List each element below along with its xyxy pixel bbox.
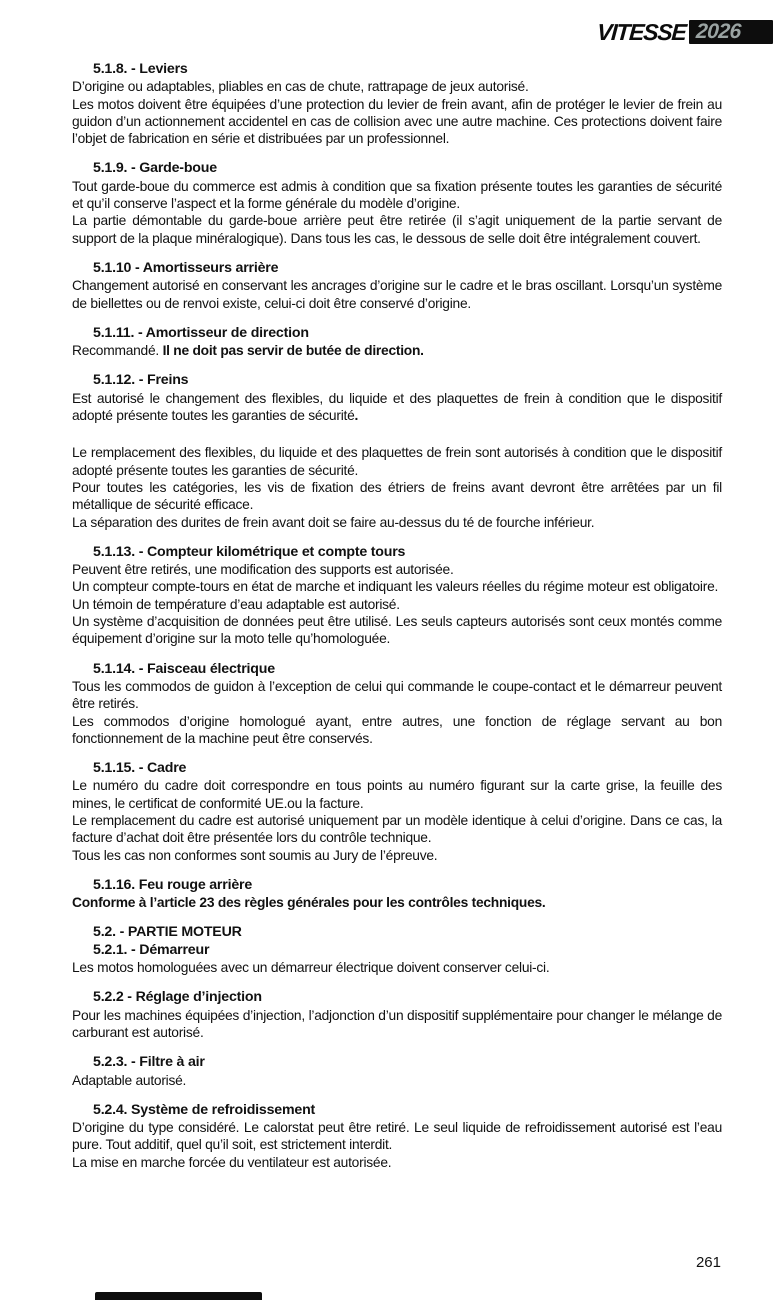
paragraph — [72, 212, 722, 247]
paragraph — [72, 1072, 722, 1089]
paragraph — [72, 277, 722, 312]
section — [72, 661, 722, 747]
section-heading: 5.2.2 - Réglage d’injection — [93, 989, 262, 1006]
section-heading: 5.2.4. Système de refroidissement — [93, 1101, 316, 1118]
paragraph — [72, 596, 722, 613]
text-segment: Tous les commodos de guidon à l’exception de celui qui commande le coupe-contact et le démarreur peuvent être retirés. — [72, 678, 722, 712]
text-segment: Les motos doivent être équipées d’une protection du levier de frein avant, afin de protéger le levier de frein au guidon d’un actionnement accidentel en cas de collision avec une autre machine. Ces protections doivent faire l’objet de fabrication en série et distribuées par un professionnel. — [72, 96, 722, 147]
section-heading: 5.1.9. - Garde-boue — [93, 160, 217, 177]
section — [72, 989, 722, 1041]
year-badge — [689, 20, 773, 44]
paragraph — [72, 479, 722, 514]
paragraph — [72, 847, 722, 864]
page-header — [597, 19, 773, 45]
section — [72, 544, 722, 648]
section-heading: 5.2.1. - Démarreur — [93, 941, 210, 958]
paragraph — [72, 959, 722, 976]
text-segment: Un compteur compte-tours en état de marche et indiquant les valeurs réelles du régime moteur est obligatoire. — [72, 579, 719, 595]
text-segment: Tous les cas non conformes sont soumis au Jury de l’épreuve. — [72, 847, 438, 863]
text-segment: Le remplacement du cadre est autorisé uniquement par un modèle identique à celui d’origine. Dans ce cas, la facture d’achat doit être présentée lors du contrôle technique. — [72, 812, 722, 846]
section — [72, 160, 722, 246]
paragraph — [72, 342, 722, 359]
section-heading: 5.1.11. - Amortisseur de direction — [93, 324, 309, 341]
text-segment: Pour les machines équipées d’injection, l’adjonction d’un dispositif supplémentaire pour changer le mélange de carburant est autorisé. — [72, 1007, 722, 1040]
year-label: 2026 — [695, 20, 742, 43]
paragraph — [72, 96, 722, 148]
section — [72, 61, 722, 147]
paragraph — [72, 444, 722, 479]
section — [72, 372, 722, 530]
section-heading: 5.1.12. - Freins — [93, 372, 189, 389]
text-segment: Peuvent être retirés, une modification des supports est autorisée. — [72, 562, 454, 578]
text-segment: Un témoin de température d’eau adaptable est autorisé. — [72, 596, 400, 612]
text-segment: Changement autorisé en conservant les ancrages d’origine sur le cadre et le bras oscillant. Lorsqu’un système de biellettes ou de renvoi existe, celui-ci doit être conservé d’origine. — [72, 278, 722, 311]
section — [72, 877, 722, 912]
text-segment: Les motos homologuées avec un démarreur électrique doivent conserver celui-ci. — [72, 960, 550, 976]
text-segment: Est autorisé le changement des flexibles, du liquide et des plaquettes de frein à condition que le dispositif adopté présente toutes les garanties de sécurité — [72, 390, 722, 424]
section-heading: 5.1.10 - Amortisseurs arrière — [93, 259, 279, 276]
text-segment: La séparation des durites de frein avant doit se faire au-dessus du té de fourche inférieur. — [72, 514, 595, 530]
text-segment: Un système d’acquisition de données peut être utilisé. Les seuls capteurs autorisés sont ceux montés comme équipement d’origine sur la moto telle qu’homologuée. — [72, 614, 722, 647]
paragraph — [72, 561, 722, 578]
text-segment: La partie démontable du garde-boue arrière peut être retirée (il s’agit uniquement de la partie servant de support de la plaque minéralogique). Dans tous les cas, le dessous de selle doit être intégralement couvert. — [72, 213, 722, 246]
paragraph — [72, 678, 722, 713]
paragraph — [72, 613, 722, 648]
bold-text-segment: Conforme à l’article 23 des règles générales pour les contrôles techniques. — [72, 895, 546, 911]
text-segment: La mise en marche forcée du ventilateur est autorisée. — [72, 1154, 392, 1170]
section-heading: 5.1.13. - Compteur kilométrique et compte tours — [93, 543, 406, 560]
text-segment: Tout garde-boue du commerce est admis à condition que sa fixation présente toutes les garanties de sécurité et qu’il conserve l’aspect et la forme générale du modèle d’origine. — [72, 178, 722, 212]
page-number: 261 — [695, 1254, 721, 1271]
footer-bar — [95, 1292, 262, 1300]
paragraph — [72, 1007, 722, 1042]
text-segment: Adaptable autorisé. — [72, 1072, 187, 1088]
text-segment: D’origine du type considéré. Le calorstat peut être retiré. Le seul liquide de refroidissement autorisé est l’eau pure. Tout additif, quel qu’il soit, est strictement interdit. — [72, 1120, 722, 1153]
section — [72, 1102, 722, 1171]
text-segment: Recommandé. — [72, 343, 163, 359]
section — [72, 924, 722, 941]
page-content — [72, 48, 722, 1171]
paragraph — [72, 894, 722, 911]
bold-text-segment: Il ne doit pas servir de butée de direction. — [162, 343, 424, 359]
text-segment: D’origine ou adaptables, pliables en cas de chute, rattrapage de jeux autorisé. — [72, 79, 529, 95]
section — [72, 325, 722, 360]
paragraph — [72, 78, 722, 95]
text-segment: Pour toutes les catégories, les vis de fixation des étriers de freins avant devront être arrêtées par un fil métallique de sécurité efficace. — [72, 479, 722, 513]
paragraph — [72, 514, 722, 531]
section-heading: 5.2.3. - Filtre à air — [93, 1054, 205, 1071]
section — [72, 942, 722, 977]
paragraph — [72, 178, 722, 213]
section — [72, 260, 722, 312]
paragraph — [72, 1154, 722, 1171]
paragraph — [72, 1119, 722, 1154]
paragraph — [72, 578, 722, 595]
brand-logo-vitesse: VITESSE — [596, 19, 687, 45]
paragraph — [72, 812, 722, 847]
section-heading: 5.1.15. - Cadre — [93, 760, 187, 777]
section — [72, 1054, 722, 1089]
section-heading: 5.1.14. - Faisceau électrique — [93, 660, 275, 677]
section-heading: 5.1.16. Feu rouge arrière — [93, 876, 253, 893]
paragraph — [72, 777, 722, 812]
text-segment: Le remplacement des flexibles, du liquide et des plaquettes de frein sont autorisés à condition que le dispositif adopté présente toutes les garanties de sécurité. — [72, 445, 722, 478]
paragraph — [72, 713, 722, 748]
text-segment: Le numéro du cadre doit correspondre en tous points au numéro figurant sur la carte grise, la feuille des mines, le certificat de conformité UE.ou la facture. — [72, 778, 722, 811]
text-segment: Les commodos d’origine homologué ayant, entre autres, une fonction de réglage servant au bon fonctionnement de la machine peut être conservés. — [72, 713, 722, 746]
paragraph — [72, 390, 722, 425]
bold-text-segment: . — [354, 408, 359, 424]
paragraph-spacer — [72, 424, 722, 444]
section — [72, 760, 722, 864]
section-heading: 5.2. - PARTIE MOTEUR — [93, 924, 242, 941]
section-heading: 5.1.8. - Leviers — [93, 61, 188, 77]
